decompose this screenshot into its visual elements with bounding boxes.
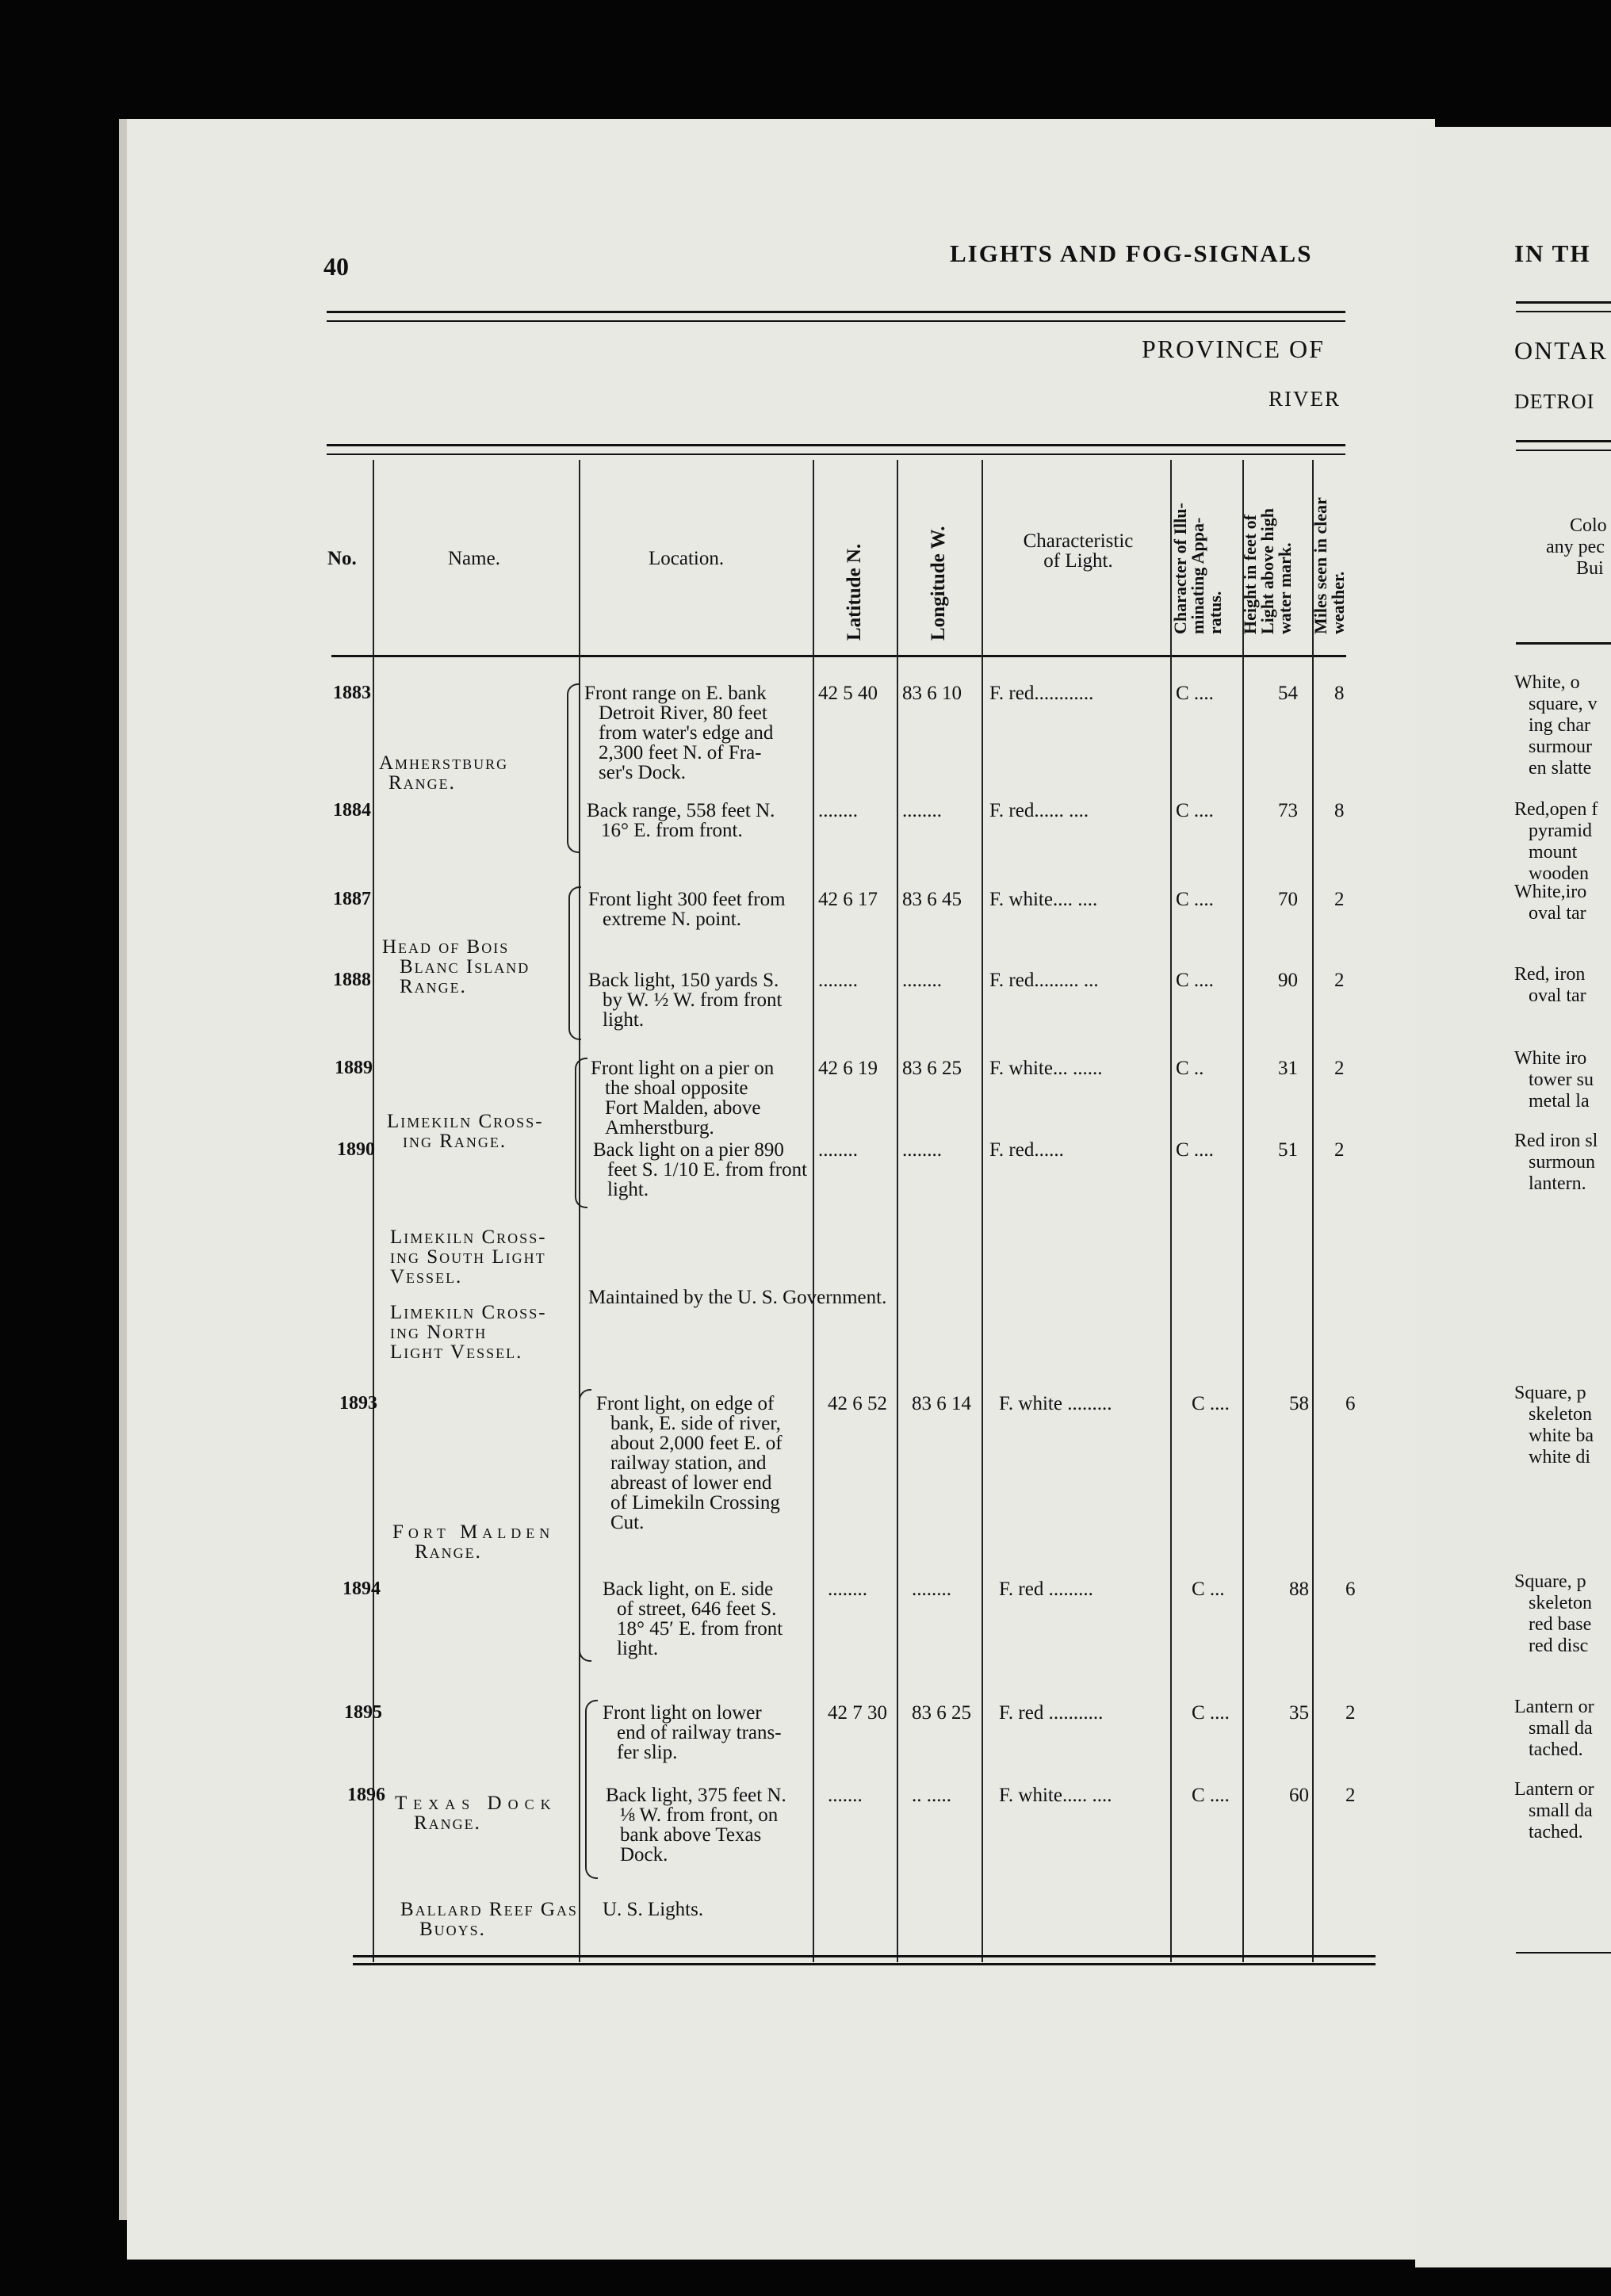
right-entry-line: tached. (1529, 1822, 1583, 1843)
brace (579, 1389, 591, 1662)
location-line: 16° E. from front. (601, 820, 743, 841)
row-height: 70 (1278, 889, 1298, 910)
column-rule (897, 460, 898, 1962)
right-entry-line: Red, iron (1514, 964, 1586, 985)
row-number: 1887 (333, 889, 371, 909)
right-entry (1514, 1571, 1592, 1657)
row-miles: 8 (1334, 683, 1345, 704)
right-entry (1514, 882, 1586, 924)
row-characteristic: F. red ......... (999, 1578, 1093, 1600)
brace (575, 1058, 587, 1208)
header-miles: Miles seen in clear weather. (1311, 497, 1348, 634)
row-miles: 2 (1334, 889, 1345, 910)
right-entry-line: tower su (1529, 1070, 1594, 1090)
running-head: LIGHTS AND FOG-SIGNALS (950, 239, 1313, 267)
row-number: 1888 (333, 970, 371, 990)
right-entry-line: oval tar (1529, 903, 1586, 924)
header-name: Name. (448, 548, 500, 569)
row-height: 35 (1289, 1702, 1309, 1724)
row-height: 51 (1278, 1139, 1298, 1161)
right-entry-line: tached. (1529, 1739, 1583, 1760)
right-rule (1516, 440, 1611, 442)
right-entry-line: mount (1529, 842, 1578, 863)
header-characteristic: Characteristic of Light. (1023, 530, 1134, 572)
location-line: Front light 300 feet from (588, 889, 786, 910)
right-entry-line: skeleton (1529, 1593, 1592, 1613)
row-miles: 2 (1334, 1139, 1345, 1161)
row-number: 1889 (335, 1058, 373, 1078)
row-latitude: 42 6 17 (818, 889, 878, 910)
row-miles: 6 (1345, 1578, 1356, 1600)
location-line: ⅛ W. from front, on (620, 1804, 779, 1826)
right-entry-line: Red,open f (1514, 799, 1598, 820)
row-apparatus: C .... (1192, 1702, 1230, 1724)
right-entry (1514, 672, 1598, 779)
right-entry-line: en slatte (1529, 758, 1592, 779)
right-entry-line: Square, p (1514, 1571, 1586, 1592)
row-latitude: 42 6 19 (818, 1058, 878, 1079)
row-apparatus: C .... (1176, 970, 1214, 991)
right-entry-line: white di (1529, 1447, 1590, 1468)
location-line: Back light, on E. side (603, 1578, 774, 1600)
column-rule (1170, 460, 1172, 1962)
row-longitude: ........ (902, 1139, 942, 1161)
right-entry (1514, 964, 1586, 1007)
location-line: light. (607, 1179, 649, 1200)
row-characteristic: F. white... ...... (989, 1058, 1103, 1079)
row-height: 88 (1289, 1578, 1309, 1600)
row-longitude: 83 6 10 (902, 683, 962, 704)
group-location: U. S. Lights. (603, 1899, 704, 1920)
location-line: the shoal opposite (605, 1077, 748, 1099)
brace (567, 683, 580, 853)
page-number: 40 (323, 252, 349, 281)
right-running-head: IN TH (1514, 239, 1591, 267)
right-entry-line: Square, p (1514, 1383, 1586, 1403)
location-line: extreme N. point. (603, 909, 741, 930)
group-name: Head of Bois Blanc Island Range. (382, 936, 530, 997)
table-top-rule (327, 444, 1345, 446)
header-longitude: Longitude W. (928, 526, 949, 641)
row-location (606, 1785, 836, 1865)
right-entry-line: ing char (1529, 715, 1590, 736)
row-miles: 2 (1345, 1702, 1356, 1724)
row-characteristic: F. red...... (989, 1139, 1064, 1161)
location-line: Back light on a pier 890 (593, 1139, 784, 1161)
location-line: bank above Texas (620, 1824, 762, 1846)
right-entry-line: red disc (1529, 1636, 1589, 1656)
header-latitude: Latitude N. (844, 543, 865, 641)
table-bottom-rule (353, 1963, 1376, 1965)
group-name: Limekiln Cross- ing South Light Vessel. Limekiln Cross- ing North Light Vessel. (390, 1226, 547, 1363)
province-heading: PROVINCE OF (1142, 335, 1325, 363)
brace (568, 886, 581, 1040)
location-line: of street, 646 feet S. (617, 1598, 777, 1620)
right-entry-line: Red iron sl (1514, 1131, 1598, 1151)
right-rule (1516, 301, 1611, 304)
location-line: Back light, 150 yards S. (588, 970, 779, 991)
row-latitude: ........ (818, 1139, 858, 1161)
row-number: 1895 (344, 1702, 382, 1723)
right-entry-line: skeleton (1529, 1404, 1592, 1425)
table-bottom-rule (353, 1955, 1376, 1957)
brace (585, 1700, 598, 1879)
row-location (588, 890, 818, 929)
right-entry-line: small da (1529, 1718, 1593, 1739)
row-height: 90 (1278, 970, 1298, 991)
right-entry-line: Lantern or (1514, 1779, 1594, 1800)
row-latitude: 42 5 40 (818, 683, 878, 704)
row-miles: 2 (1334, 1058, 1345, 1079)
row-characteristic: F. red...... .... (989, 800, 1089, 821)
location-line: about 2,000 feet E. of (610, 1433, 783, 1454)
row-height: 60 (1289, 1785, 1309, 1806)
location-line: by W. ½ W. from front (603, 989, 783, 1011)
row-location (587, 801, 817, 840)
right-entry-line: red base (1529, 1614, 1592, 1635)
location-line: abreast of lower end (610, 1472, 772, 1494)
row-latitude: ....... (828, 1785, 863, 1806)
column-rule (373, 460, 374, 1962)
row-number: 1894 (342, 1578, 381, 1599)
row-apparatus: C .... (1176, 1139, 1214, 1161)
row-miles: 6 (1345, 1393, 1356, 1414)
row-number: 1883 (333, 683, 371, 703)
column-rule (1242, 460, 1244, 1962)
location-line: ser's Dock. (599, 762, 687, 783)
right-entry-line: lantern. (1529, 1173, 1586, 1194)
row-longitude: 83 6 25 (902, 1058, 962, 1079)
row-number: 1896 (347, 1785, 385, 1805)
right-province-heading: ONTAR (1514, 336, 1608, 365)
location-line: bank, E. side of river, (610, 1413, 781, 1434)
row-characteristic: F. red ........... (999, 1702, 1104, 1724)
location-line: Front light, on edge of (596, 1393, 775, 1414)
right-entry (1514, 1779, 1594, 1843)
row-characteristic: F. white.... .... (989, 889, 1098, 910)
row-location (591, 1058, 821, 1138)
row-height: 54 (1278, 683, 1298, 704)
section-heading: RIVER (1269, 387, 1341, 411)
group-name: Limekiln Cross- ing Range. (387, 1111, 544, 1152)
row-miles: 8 (1334, 800, 1345, 821)
location-line: Cut. (610, 1512, 645, 1533)
location-line: end of railway trans- (617, 1722, 782, 1743)
row-location (588, 970, 818, 1030)
right-entry-line: square, v (1529, 694, 1598, 714)
location-line: from water's edge and (599, 722, 774, 744)
row-apparatus: C .. (1176, 1058, 1204, 1079)
column-rule (1312, 460, 1314, 1962)
right-rule (1516, 311, 1611, 312)
right-entry-line: Lantern or (1514, 1697, 1594, 1717)
row-location (596, 1394, 826, 1533)
location-line: Front light on a pier on (591, 1058, 775, 1079)
right-page (1415, 127, 1611, 2267)
right-rule (1516, 450, 1611, 451)
row-height: 58 (1289, 1393, 1309, 1414)
right-entry-line: White, o (1514, 672, 1580, 693)
row-latitude: ........ (818, 800, 858, 821)
location-line: railway station, and (610, 1452, 767, 1474)
row-characteristic: F. red............ (989, 683, 1094, 704)
row-longitude: ........ (902, 970, 942, 991)
row-longitude: 83 6 45 (902, 889, 962, 910)
row-number: 1884 (333, 800, 371, 821)
row-miles: 2 (1334, 970, 1345, 991)
row-longitude: 83 6 25 (912, 1702, 971, 1724)
group-name: Fort Malden Range. (392, 1521, 555, 1563)
row-latitude: ........ (818, 970, 858, 991)
row-apparatus: C .... (1192, 1393, 1230, 1414)
header-rule (327, 320, 1345, 322)
right-entry (1514, 1697, 1594, 1761)
row-latitude: 42 6 52 (828, 1393, 887, 1414)
row-characteristic: F. white..... .... (999, 1785, 1112, 1806)
header-rule (327, 311, 1345, 313)
right-entry (1514, 799, 1598, 885)
row-height: 73 (1278, 800, 1298, 821)
right-entry (1514, 1048, 1594, 1112)
page-edge (119, 119, 127, 2220)
right-rule (1516, 1952, 1611, 1954)
right-entry (1514, 1131, 1598, 1195)
group-location: Maintained by the U. S. Government. (588, 1287, 887, 1308)
row-location (584, 683, 814, 783)
row-apparatus: C .... (1176, 800, 1214, 821)
right-rule (1516, 642, 1611, 645)
right-entry-line: surmour (1529, 737, 1592, 757)
location-line: Front light on lower (603, 1702, 762, 1724)
right-column-header: Colo any pec Bui (1546, 515, 1607, 579)
location-line: Dock. (620, 1844, 668, 1866)
right-entry-line: oval tar (1529, 985, 1586, 1006)
row-longitude: .. ..... (912, 1785, 951, 1806)
row-characteristic: F. red......... ... (989, 970, 1099, 991)
row-location (603, 1703, 832, 1762)
location-line: light. (603, 1009, 645, 1031)
location-line: Back range, 558 feet N. (587, 800, 775, 821)
table-top-rule (327, 453, 1345, 455)
header-apparatus: Character of Illu- minating Appa- ratus. (1170, 503, 1225, 634)
row-apparatus: C .... (1192, 1785, 1230, 1806)
header-location: Location. (649, 548, 725, 569)
row-longitude: 83 6 14 (912, 1393, 971, 1414)
row-location (593, 1140, 823, 1200)
right-entry-line: small da (1529, 1800, 1593, 1821)
location-line: 18° 45′ E. from front (617, 1618, 783, 1640)
row-miles: 2 (1345, 1785, 1356, 1806)
group-name: Ballard Reef Gas Buoys. (400, 1899, 578, 1940)
right-entry-line: surmoun (1529, 1152, 1595, 1173)
location-line: of Limekiln Crossing (610, 1492, 780, 1513)
right-entry-line: White iro (1514, 1048, 1587, 1069)
right-entry-line: metal la (1529, 1091, 1590, 1112)
location-line: Amherstburg. (605, 1117, 714, 1138)
row-characteristic: F. white ......... (999, 1393, 1112, 1414)
location-line: light. (617, 1638, 659, 1659)
location-line: 2,300 feet N. of Fra- (599, 742, 762, 763)
row-number: 1893 (339, 1393, 377, 1414)
row-apparatus: C .... (1176, 683, 1214, 704)
location-line: Front range on E. bank (584, 683, 767, 704)
right-entry-line: White,iro (1514, 882, 1587, 902)
header-no: No. (327, 548, 357, 569)
row-longitude: ........ (912, 1578, 951, 1600)
location-line: Back light, 375 feet N. (606, 1785, 786, 1806)
right-entry (1514, 1383, 1594, 1468)
group-name: Amherstburg Range. (379, 752, 509, 794)
header-height: Height in feet of Light above high water mark. (1240, 508, 1295, 634)
location-line: feet S. 1/10 E. from front (607, 1159, 808, 1181)
right-entry-line: white ba (1529, 1425, 1594, 1446)
row-height: 31 (1278, 1058, 1298, 1079)
right-entry-line: wooden (1529, 863, 1589, 884)
location-line: fer slip. (617, 1742, 678, 1763)
group-name: Texas Dock Range. (395, 1793, 557, 1834)
row-latitude: ........ (828, 1578, 867, 1600)
row-longitude: ........ (902, 800, 942, 821)
header-bottom-rule (331, 655, 1346, 657)
row-apparatus: C ... (1192, 1578, 1225, 1600)
row-location (603, 1579, 832, 1659)
location-line: Detroit River, 80 feet (599, 702, 767, 724)
right-section-heading: DETROI (1514, 390, 1595, 413)
row-latitude: 42 7 30 (828, 1702, 887, 1724)
row-number: 1890 (337, 1139, 375, 1160)
location-line: Fort Malden, above (605, 1097, 761, 1119)
column-rule (982, 460, 983, 1962)
row-apparatus: C .... (1176, 889, 1214, 910)
right-entry-line: pyramid (1529, 821, 1592, 841)
